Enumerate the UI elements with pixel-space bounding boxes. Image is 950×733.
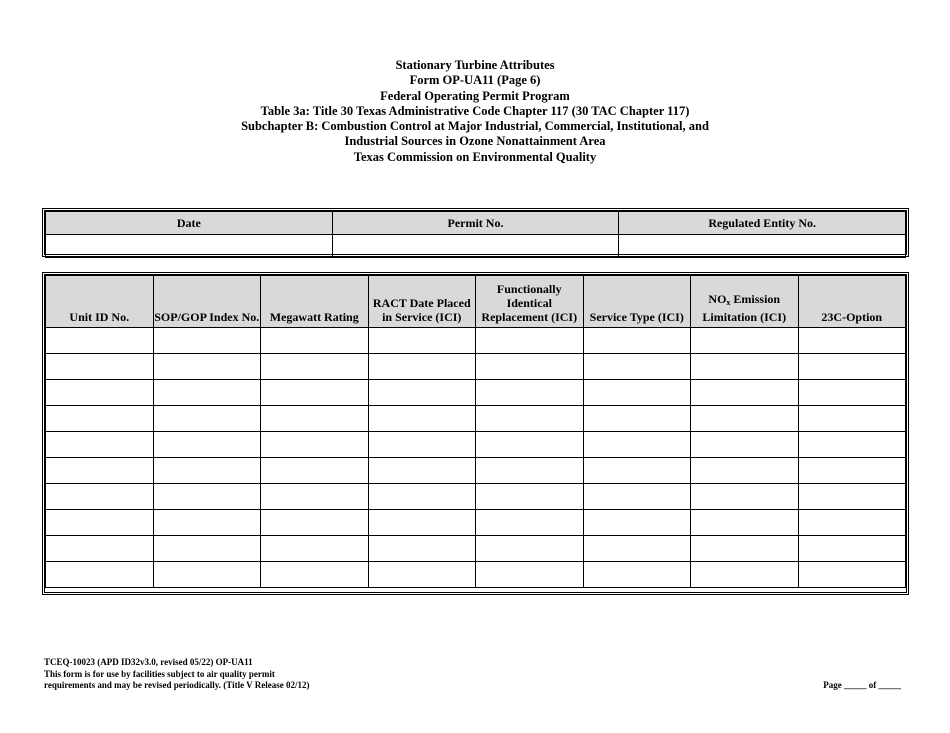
table-cell[interactable] [46, 458, 154, 484]
table-cell[interactable] [476, 510, 584, 536]
col-functionally-identical: Functionally Identical Replacement (ICI) [476, 276, 584, 328]
table-row [46, 562, 906, 588]
table-cell[interactable] [691, 536, 799, 562]
table-cell[interactable] [476, 354, 584, 380]
table-cell[interactable] [368, 536, 476, 562]
table-cell[interactable] [476, 380, 584, 406]
table-row [46, 458, 906, 484]
table-cell[interactable] [261, 484, 369, 510]
table-cell[interactable] [583, 458, 691, 484]
table-cell[interactable] [691, 510, 799, 536]
table-cell[interactable] [583, 484, 691, 510]
table-cell[interactable] [476, 432, 584, 458]
col-service-type: Service Type (ICI) [583, 276, 691, 328]
table-cell[interactable] [476, 458, 584, 484]
table-cell[interactable] [798, 380, 906, 406]
table-cell[interactable] [261, 562, 369, 588]
permit-info-table [42, 208, 909, 257]
col-nox-emission [691, 276, 799, 328]
table-row [46, 484, 906, 510]
nox-header-label: Emission Limitation (ICI) [702, 292, 787, 324]
table-cell[interactable] [583, 380, 691, 406]
table-cell[interactable] [153, 432, 261, 458]
table-row [46, 536, 906, 562]
table-cell[interactable] [583, 328, 691, 354]
table-cell[interactable] [476, 562, 584, 588]
table-cell[interactable] [46, 432, 154, 458]
table-cell[interactable] [798, 484, 906, 510]
form-title-block [0, 58, 950, 165]
table-cell[interactable] [583, 536, 691, 562]
table-cell[interactable] [261, 380, 369, 406]
table-cell[interactable] [261, 432, 369, 458]
agency-name: Texas Commission on Environmental Quality [353, 149, 597, 164]
table-cell[interactable] [476, 328, 584, 354]
table-cell[interactable] [368, 510, 476, 536]
table-cell[interactable] [691, 406, 799, 432]
table-cell[interactable] [261, 510, 369, 536]
col-megawatt-rating: Megawatt Rating [261, 276, 369, 328]
table-cell[interactable] [368, 328, 476, 354]
table-cell[interactable] [583, 562, 691, 588]
nox-subscript: x [726, 298, 731, 307]
table-cell[interactable] [798, 562, 906, 588]
table-cell[interactable] [691, 458, 799, 484]
form-footer [44, 657, 310, 692]
date-field[interactable] [46, 235, 333, 258]
table-row [46, 432, 906, 458]
table-cell[interactable] [583, 406, 691, 432]
turbine-attributes-table [42, 272, 909, 595]
table-cell[interactable] [46, 354, 154, 380]
table-cell[interactable] [261, 354, 369, 380]
table-row [46, 328, 906, 354]
table-row [46, 380, 906, 406]
table-cell[interactable] [261, 536, 369, 562]
table-cell[interactable] [153, 380, 261, 406]
table-cell[interactable] [368, 406, 476, 432]
table-cell[interactable] [153, 406, 261, 432]
col-23c-option: 23C-Option [798, 276, 906, 328]
table-cell[interactable] [798, 328, 906, 354]
col-sop-gop-index: SOP/GOP Index No. [153, 276, 261, 328]
table-cell[interactable] [46, 536, 154, 562]
table-cell[interactable] [368, 354, 476, 380]
permit-no-field[interactable] [332, 235, 619, 258]
subchapter-line-2: Industrial Sources in Ozone Nonattainment Area [344, 134, 606, 149]
table-cell[interactable] [691, 354, 799, 380]
table-cell[interactable] [153, 328, 261, 354]
table-cell[interactable] [153, 458, 261, 484]
table-cell[interactable] [153, 536, 261, 562]
regulated-entity-header: Regulated Entity No. [619, 212, 906, 235]
table-cell[interactable] [46, 406, 154, 432]
table-row [46, 510, 906, 536]
table-cell[interactable] [476, 536, 584, 562]
table-cell[interactable] [153, 510, 261, 536]
form-id: TCEQ-10023 (APD ID32v3.0, revised 05/22) OP-UA11 [44, 657, 253, 667]
footer-note-1: This form is for use by facilities subject to air quality permit [44, 668, 275, 679]
table-row [46, 406, 906, 432]
table-cell[interactable] [153, 354, 261, 380]
table-cell[interactable] [46, 380, 154, 406]
table-cell[interactable] [46, 328, 154, 354]
table-cell[interactable] [476, 484, 584, 510]
table-cell[interactable] [691, 562, 799, 588]
table-cell[interactable] [46, 562, 154, 588]
nox-prefix: NO [708, 292, 727, 306]
table-cell[interactable] [46, 484, 154, 510]
table-title: Table 3a: Title 30 Texas Administrative Code Chapter 117 (30 TAC Chapter 117) [260, 103, 690, 118]
table-cell[interactable] [691, 432, 799, 458]
table-cell[interactable] [368, 380, 476, 406]
col-unit-id: Unit ID No. [46, 276, 154, 328]
permit-no-header: Permit No. [332, 212, 619, 235]
table-cell[interactable] [476, 406, 584, 432]
form-title: Stationary Turbine Attributes [395, 58, 555, 72]
date-header: Date [46, 212, 333, 235]
table-row [46, 354, 906, 380]
table-cell[interactable] [798, 536, 906, 562]
table-cell[interactable] [583, 432, 691, 458]
col-ract-date: RACT Date Placed in Service (ICI) [368, 276, 476, 328]
table-cell[interactable] [368, 432, 476, 458]
table-cell[interactable] [153, 484, 261, 510]
table-cell[interactable] [368, 458, 476, 484]
table-cell[interactable] [583, 510, 691, 536]
table-cell[interactable] [691, 328, 799, 354]
table-cell[interactable] [261, 406, 369, 432]
table-cell[interactable] [153, 562, 261, 588]
table-cell[interactable] [583, 354, 691, 380]
page-number: Page _____ of _____ [823, 680, 901, 690]
table-cell[interactable] [798, 432, 906, 458]
table-cell[interactable] [691, 380, 799, 406]
table-cell[interactable] [798, 354, 906, 380]
table-cell[interactable] [691, 484, 799, 510]
table-cell[interactable] [798, 406, 906, 432]
footer-note-2: requirements and may be revised periodically. (Title V Release 02/12) [44, 680, 310, 690]
form-number: Form OP-UA11 (Page 6) [409, 73, 541, 88]
program-name: Federal Operating Permit Program [380, 88, 570, 103]
table-cell[interactable] [261, 328, 369, 354]
table-cell[interactable] [368, 562, 476, 588]
subchapter-line-1: Subchapter B: Combustion Control at Major Industrial, Commercial, Institutional, and [241, 119, 709, 134]
table-cell[interactable] [368, 484, 476, 510]
regulated-entity-field[interactable] [619, 235, 906, 258]
table-cell[interactable] [798, 510, 906, 536]
table-cell[interactable] [261, 458, 369, 484]
table-cell[interactable] [46, 510, 154, 536]
table-cell[interactable] [798, 458, 906, 484]
